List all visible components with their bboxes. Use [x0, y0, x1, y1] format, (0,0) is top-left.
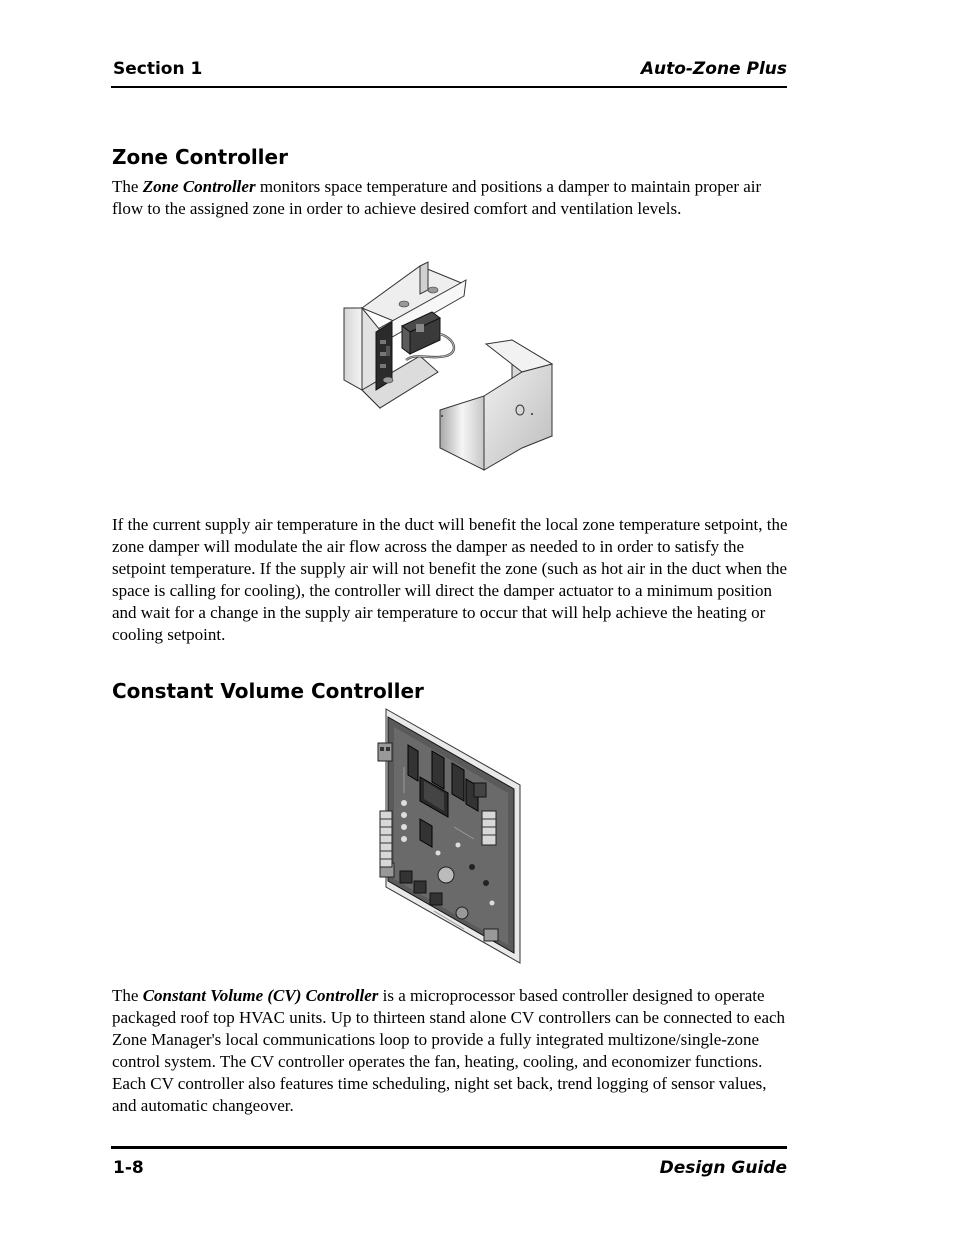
page-header: [111, 58, 787, 88]
zone-controller-detail: If the current supply air temperature in the duct will benefit the local zone temperature setpoint, the zone damper will modulate the air flow across the damper as needed to in order to satisfy the setpoint temperature. If the supply air will not benefit the zone (such as hot air in the duct when the space is calling for cooling), the controller will direct the damper actuator to a minimum position and wait for a change in the supply air temperature to occur that will help achieve the heating or cooling setpoint.: [112, 515, 788, 644]
zone-controller-intro: [112, 176, 788, 220]
header-section: Section 1: [113, 59, 203, 79]
zone-controller-heading: Zone Controller: [112, 145, 288, 169]
footer-page-number: 1-8: [113, 1158, 144, 1178]
cv-text-pre: The: [112, 986, 143, 1005]
zone-controller-illustration: [336, 260, 558, 474]
cv-emphasis: Constant Volume (CV) Controller: [142, 986, 379, 1005]
page-footer: [111, 1146, 787, 1178]
cv-controller-heading: Constant Volume Controller: [112, 679, 424, 703]
cv-controller-illustration: [374, 707, 522, 965]
footer-document-title: Design Guide: [659, 1158, 787, 1178]
intro-text-pre: The: [112, 177, 143, 196]
intro-text-post: monitors space temperature and positions a damper to maintain proper air flow to the assigned zone in order to achieve desired comfort and ventilation levels.: [112, 177, 762, 218]
header-product: Auto-Zone Plus: [640, 59, 787, 79]
intro-emphasis: Zone Controller: [142, 177, 256, 196]
cv-text-post: is a microprocessor based controller designed to operate packaged roof top HVAC units. Up to thirteen stand alone CV controllers can be connected to each Zone Manager's local communications loop to provide a fully integrated multizone/single-zone control system. The CV controller operates the fan, heating, cooling, and economizer functions. Each CV controller also features time scheduling, night set back, trend logging of sensor values, and automatic changeover.: [112, 986, 786, 1115]
cv-controller-description: [112, 985, 788, 1117]
